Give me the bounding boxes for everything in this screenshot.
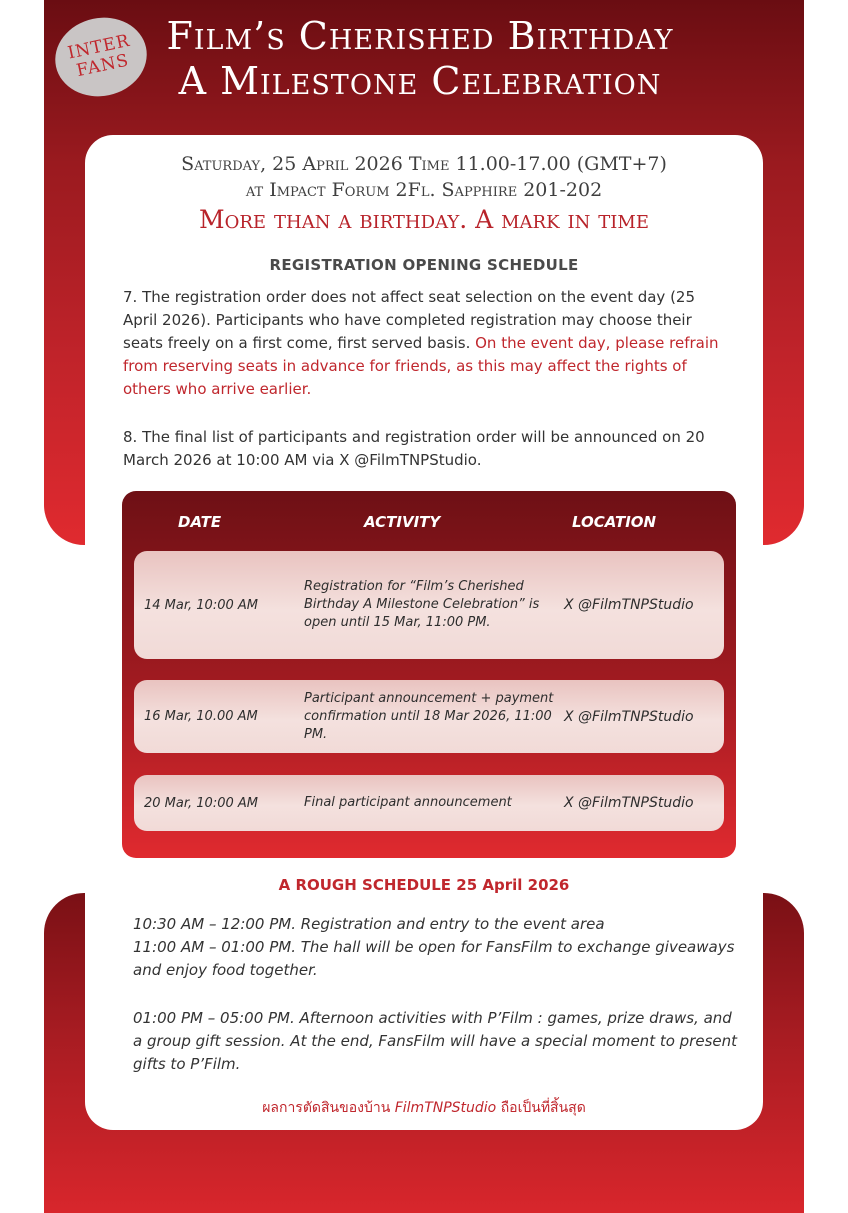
poster-title [140, 14, 700, 104]
row-activity: Final participant announcement [304, 795, 512, 810]
registration-item-8: 8. The final list of participants and registration order will be announced on 20 March 2026 at 10:00 AM via X @FilmTNPStudio. [123, 428, 705, 469]
footer-note [85, 1097, 763, 1119]
row-date: 16 Mar, 10.00 AM [144, 709, 258, 724]
row-location: X @FilmTNPStudio [564, 708, 694, 725]
header-date: DATE [178, 513, 222, 531]
header-location: LOCATION [572, 513, 657, 531]
row-date: 20 Mar, 10:00 AM [144, 795, 258, 811]
registration-schedule-table [122, 491, 736, 858]
event-venue: at Impact Forum 2Fl. Sapphire 201-202 [245, 179, 603, 201]
title-line-2: A Milestone Celebration [178, 59, 662, 103]
footer-text-after: ถือเป็นที่สิ้นสุด [496, 1100, 586, 1116]
footer-text-before: ผลการตัดสินของบ้าน [262, 1100, 395, 1116]
row-activity: Registration for “Film’s Cherished Birthday A Milestone Celebration” is open until 15 Mar, 11:00 PM. [304, 579, 540, 630]
badge-text: INTER FANS [65, 30, 132, 82]
table-row [134, 551, 724, 659]
row-activity: Participant announcement + payment confirmation until 18 Mar 2026, 11:00 PM. [304, 690, 554, 742]
schedule-item-hall-open: 11:00 AM – 01:00 PM. The hall will be open for FansFilm to exchange giveaways and enjoy food together. [133, 938, 735, 979]
schedule-item-afternoon: 01:00 PM – 05:00 PM. Afternoon activities with P’Film : games, prize draws, and a group gift session. At the end, FansFilm will have a special moment to present gifts to P’Film. [133, 1009, 738, 1073]
footer-brand: FilmTNPStudio [394, 1100, 497, 1116]
schedule-item-registration: 10:30 AM – 12:00 PM. Registration and entry to the event area [133, 915, 605, 933]
registration-item-7 [123, 286, 733, 401]
row-location: X @FilmTNPStudio [564, 597, 694, 613]
event-date-time: Saturday, 25 April 2026 Time 11.00-17.00 (GMT+7) [181, 153, 667, 175]
registration-heading: REGISTRATION OPENING SCHEDULE [269, 256, 579, 274]
item-7-warning: On the event day, please refrain from reserving seats in advance for friends, as this may affect the rights of others who arrive earlier. [123, 334, 719, 398]
item-7-text: 7. The registration order does not affect seat selection on the event day (25 April 2026). Participants who have completed registration may choose their seats freely on a first come, first served basis. [123, 288, 696, 352]
row-location: X @FilmTNPStudio [564, 795, 694, 811]
rough-schedule-heading: A ROUGH SCHEDULE 25 April 2026 [278, 876, 570, 894]
event-tagline: More than a birthday. A mark in time [199, 205, 649, 234]
row-date: 14 Mar, 10:00 AM [144, 597, 258, 613]
table-row [134, 680, 724, 753]
content-card [85, 135, 763, 1130]
table-row [134, 775, 724, 831]
header-activity: ACTIVITY [364, 513, 441, 531]
title-line-1: Film’s Cherished Birthday [166, 14, 674, 58]
